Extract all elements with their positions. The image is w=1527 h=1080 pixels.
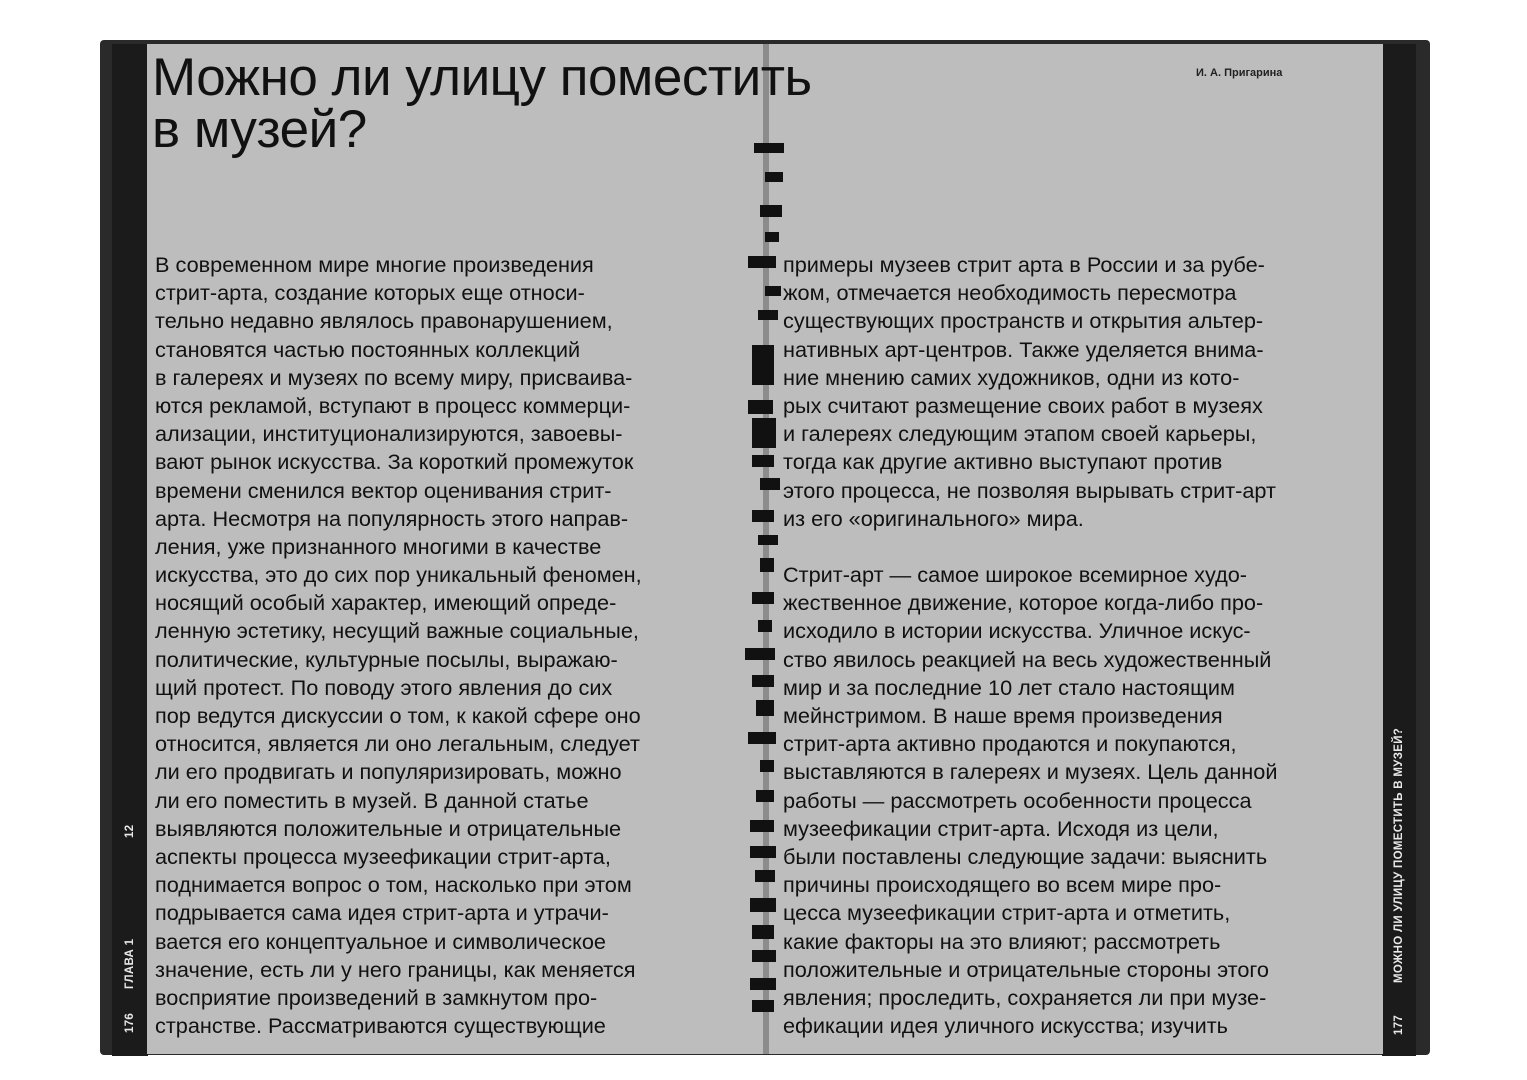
text-line: явления; проследить, сохраняется ли при музе-	[783, 984, 1267, 1010]
text-line: времени сменился вектор оценивания стрит-	[155, 477, 612, 503]
title-line-2: в музей?	[152, 100, 367, 159]
binding-mark	[750, 820, 774, 832]
text-line: ние мнению самих художников, одни из кото-	[783, 364, 1240, 390]
text-line: из его «оригинального» мира.	[783, 505, 1084, 531]
title-line-1: Можно ли улицу поместить	[152, 48, 812, 107]
text-line: ефикации идея уличного искусства; изучить	[783, 1013, 1228, 1039]
left-margin-band	[112, 44, 148, 1056]
text-line: относится, является ли оно легальным, следует	[155, 731, 640, 757]
text-line: стрит-арта активно продаются и покупаются,	[783, 731, 1237, 757]
text-line: тельно недавно являлось правонарушением,	[155, 308, 613, 334]
text-line: какие факторы на это влияют; рассмотреть	[783, 928, 1221, 954]
binding-mark	[745, 648, 775, 660]
binding-mark	[752, 455, 774, 467]
binding-mark	[752, 418, 776, 448]
text-line: положительные и отрицательные стороны этого	[783, 956, 1269, 982]
text-line: ли его поместить в музей. В данной статье	[155, 787, 589, 813]
text-line: ленную эстетику, несущий важные социальные,	[155, 618, 639, 644]
text-line: ются рекламой, вступают в процесс коммерци-	[155, 392, 631, 418]
text-line: искусства, это до сих пор уникальный феномен,	[155, 562, 642, 588]
text-line: работы — рассмотреть особенности процесса	[783, 787, 1252, 813]
left-text-column	[155, 251, 642, 1040]
binding-mark	[758, 620, 772, 632]
binding-mark	[752, 345, 774, 385]
text-line: подрывается сама идея стрит-арта и утрачи-	[155, 900, 609, 926]
binding-mark	[758, 310, 778, 320]
binding-mark	[752, 675, 774, 687]
binding-mark	[765, 286, 781, 296]
text-line: этого процесса, не позволяя вырывать стрит-арт	[783, 477, 1276, 503]
text-line: и галереях следующим этапом своей карьеры,	[783, 421, 1257, 447]
text-line: политические, культурные посылы, выражаю-	[155, 646, 618, 672]
text-line: жественное движение, которое когда-либо про-	[783, 590, 1264, 616]
text-line: ализации, институционализируются, завоевы-	[155, 421, 623, 447]
binding-mark	[748, 732, 776, 744]
text-line: Стрит-арт — самое широкое всемирное худо-	[783, 562, 1248, 588]
text-line: выявляются положительные и отрицательные	[155, 815, 622, 841]
binding-mark	[765, 172, 783, 182]
text-line	[783, 533, 1277, 561]
text-line: В современном мире многие произведения	[155, 252, 594, 277]
right-text-column	[783, 251, 1277, 1040]
binding-mark	[752, 510, 774, 522]
text-line: носящий особый характер, имеющий опреде-	[155, 590, 617, 616]
binding-mark	[760, 205, 782, 217]
text-line: примеры музеев стрит арта в России и за рубе-	[783, 252, 1265, 277]
text-line: тогда как другие активно выступают против	[783, 449, 1223, 475]
binding-mark	[760, 478, 780, 490]
text-line: стрит-арта, создание которых еще относи-	[155, 280, 585, 306]
binding-mark	[750, 846, 776, 858]
binding-mark	[765, 232, 779, 242]
text-line: исходило в истории искусства. Уличное искус-	[783, 618, 1251, 644]
text-line: были поставлены следующие задачи: выяснить	[783, 843, 1268, 869]
text-line: нативных арт-центров. Также уделяется внима-	[783, 336, 1264, 362]
binding-mark	[752, 592, 774, 604]
text-line: ство явилось реакцией на весь художественный	[783, 646, 1272, 672]
binding-mark	[752, 1000, 774, 1012]
left-page-number: 176	[124, 1012, 136, 1033]
text-line: существующих пространств и открытия альтер-	[783, 308, 1264, 334]
binding-mark	[748, 400, 773, 414]
text-line: музеефикации стрит-арта. Исходя из цели,	[783, 815, 1219, 841]
right-page-number: 177	[1393, 1014, 1405, 1035]
binding-mark	[752, 925, 774, 939]
text-line: аспекты процесса музеефикации стрит-арта,	[155, 843, 611, 869]
author-name: И. А. Пригарина	[1196, 67, 1283, 79]
binding-mark	[758, 535, 778, 545]
left-chapter-number: 12	[124, 824, 136, 838]
binding-mark	[760, 760, 774, 772]
text-line: восприятие произведений в замкнутом про-	[155, 984, 598, 1010]
text-line: цесса музеефикации стрит-арта и отметить,	[783, 900, 1231, 926]
text-line: мейнстримом. В наше время произведения	[783, 703, 1223, 728]
text-line: ления, уже признанного многими в качестве	[155, 533, 602, 559]
text-line: арта. Несмотря на популярность этого направ-	[155, 505, 629, 531]
text-line: поднимается вопрос о том, насколько при этом	[155, 872, 632, 898]
binding-mark	[756, 700, 774, 716]
right-running-title: МОЖНО ЛИ УЛИЦУ ПОМЕСТИТЬ В МУЗЕЙ?	[1393, 727, 1405, 983]
text-line: причины происходящего во всем мире про-	[783, 872, 1222, 898]
text-line: значение, есть ли у него границы, как меняется	[155, 956, 636, 982]
text-line: жом, отмечается необходимость пересмотра	[783, 280, 1237, 306]
text-line: в галереях и музеях по всему миру, присваива-	[155, 364, 633, 390]
text-line: странстве. Рассматриваются существующие	[155, 1013, 606, 1039]
binding-mark	[750, 978, 776, 990]
binding-mark	[756, 790, 774, 802]
text-line: вают рынок искусства. За короткий промежуток	[155, 449, 634, 475]
binding-mark	[752, 950, 776, 962]
text-line: рых считают размещение своих работ в музеях	[783, 392, 1263, 418]
binding-mark	[755, 870, 775, 882]
article-title	[152, 48, 812, 159]
text-line: пор ведутся дискуссии о том, к какой сфере оно	[155, 703, 641, 728]
text-line: ли его продвигать и популяризировать, можно	[155, 759, 622, 785]
binding-mark	[760, 558, 774, 572]
binding-mark	[748, 256, 776, 268]
text-line: щий протест. По поводу этого явления до сих	[155, 674, 613, 700]
text-line: вается его концептуальное и символическое	[155, 928, 606, 954]
text-line: мир и за последние 10 лет стало настоящим	[783, 674, 1235, 700]
binding-mark	[750, 898, 776, 912]
text-line: выставляются в галереях и музеях. Цель данной	[783, 759, 1278, 785]
text-line: становятся частью постоянных коллекций	[155, 336, 581, 362]
left-chapter-label: ГЛАВА 1	[124, 938, 136, 989]
